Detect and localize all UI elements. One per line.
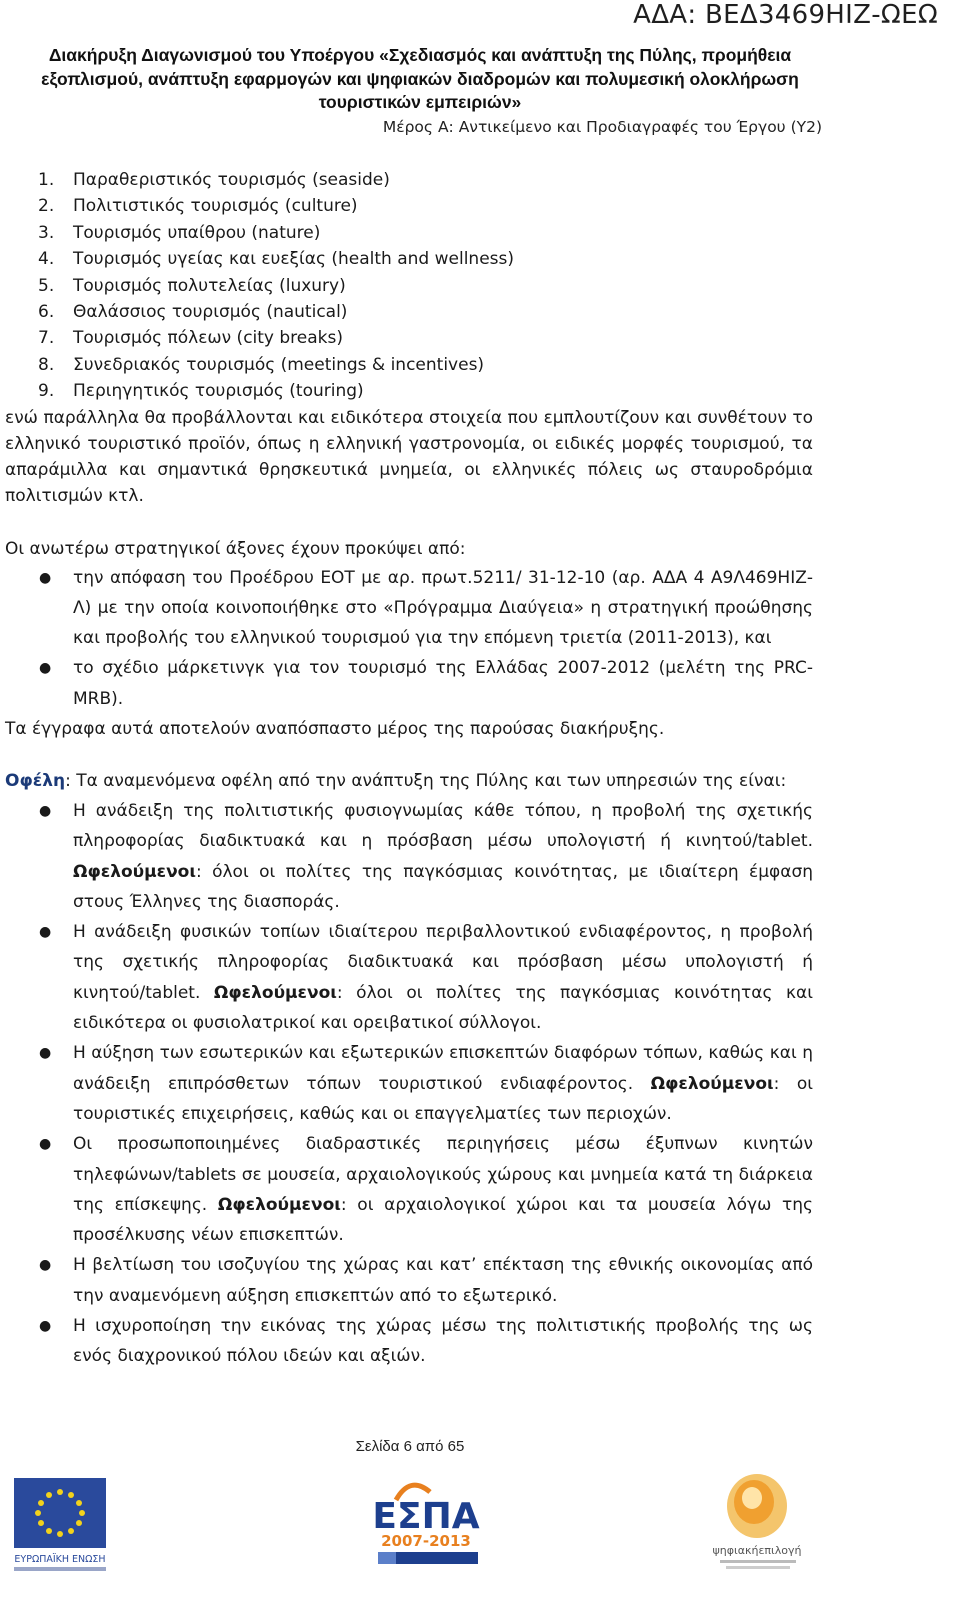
- list-item: [5, 1038, 813, 1129]
- benefits-intro-text: : Τα αναμενόμενα οφέλη από την ανάπτυξη της Πύλης και των υπηρεσιών της είναι:: [65, 771, 787, 791]
- title-line: τουριστικών εμπειριών»: [318, 92, 522, 112]
- beneficiaries-label: Ωφελούμενοι: [217, 1194, 341, 1215]
- list-number: 6.: [38, 301, 55, 322]
- list-text: Τουρισμός πόλεων (city breaks): [73, 328, 344, 349]
- list-item: [5, 352, 813, 378]
- title-line: εξοπλισμού, ανάπτυξη εφαρμογών και ψηφιακών διαδρομών και πολυμεσική ολοκλήρωση: [41, 68, 799, 89]
- list-number: 1.: [38, 170, 55, 190]
- list-item: [5, 1311, 813, 1372]
- benefit-text: Η ανάδειξη φυσικών τοπίων ιδιαίτερου περιβαλλοντικού ενδιαφέροντος, η προβολή της σχετικής πληροφορίας διαδικτυακά και πρόσβαση μέσω υπολογιστή ή κινητού/tablet.: [73, 922, 813, 1003]
- benefit-text: Η αύξηση των εσωτερικών και εξωτερικών επισκεπτών διαφόρων τόπων, καθώς και η ανάδειξη επιπρόσθετων τόπων τουριστικού ενδιαφέροντος.: [73, 1043, 813, 1094]
- list-number: 4.: [38, 249, 55, 270]
- list-text: Συνεδριακός τουρισμός (meetings & incentives): [73, 354, 485, 375]
- beneficiaries-text: : όλοι οι πολίτες της παγκόσμιας κοινότητας και ειδικότερα οι φυσιολατρικοί και ορειβατικοί σύλλογοι.: [73, 982, 813, 1034]
- list-number: 7.: [38, 328, 55, 349]
- digital-label: ψηφιακήεπιλογή: [712, 1544, 802, 1557]
- bullet-icon: ●: [39, 660, 52, 677]
- benefits-label: Οφέλη: [5, 771, 66, 791]
- eu-flag-logo: [14, 1478, 106, 1571]
- list-item: [5, 299, 813, 325]
- strategy-outro: Τα έγγραφα αυτά αποτελούν αναπόσπαστο μέρος της παρούσας διακήρυξης.: [5, 719, 665, 739]
- list-text: Πολιτιστικός τουρισμός (culture): [73, 196, 358, 217]
- footer-logos: [0, 1470, 960, 1603]
- list-text: Θαλάσσιος τουρισμός (nautical): [73, 301, 348, 322]
- benefit-text: Οι προσωποποιημένες διαδραστικές περιηγήσεις μέσω έξυπνων κινητών τηλεφώνων/tablets σε μουσεία, αρχαιολογικούς χώρους και μνημεία κατά τη διάρκεια της επίσκεψης.: [73, 1134, 813, 1215]
- bullet-icon: ●: [39, 1318, 52, 1335]
- list-item: [5, 246, 813, 272]
- bullet-icon: ●: [39, 924, 52, 941]
- beneficiaries-text: : οι αρχαιολογικοί χώροι και τα μουσεία λόγω της προσέλκυσης νέων επισκεπτών.: [73, 1194, 813, 1246]
- eu-label: ΕΥΡΩΠΑΪΚΗ ΕΝΩΣΗ: [14, 1554, 106, 1565]
- document-body: [5, 167, 813, 1372]
- espa-logo: [372, 1485, 479, 1564]
- beneficiaries-label: Ωφελούμενοι: [650, 1073, 774, 1094]
- list-number: 8.: [38, 354, 55, 375]
- list-text: το σχέδιο μάρκετινγκ για τον τουρισμό της Ελλάδας 2007-2012 (μελέτη της PRC-MRB).: [73, 658, 813, 709]
- title-line: Διακήρυξη Διαγωνισμού του Υποέργου «Σχεδιασμός και ανάπτυξη της Πύλης, προμήθεια: [48, 45, 792, 65]
- tourism-types-list: [5, 167, 813, 405]
- espa-label: ΕΣΠΑ: [372, 1496, 480, 1537]
- list-item: [5, 796, 813, 917]
- list-text: την απόφαση του Προέδρου ΕΟΤ με αρ. πρωτ.5211/ 31-12-10 (αρ. ΑΔΑ 4 Α9Λ469ΗΙΖ-Λ) με την οποία κοινοποιήθηκε στο «Πρόγραμμα Διαύγεια» η στρατηγική προώθησης και προβολής του ελληνικού τουρισμού για την επόμενη τριετία (2011-2013), και: [73, 567, 813, 649]
- bullet-icon: ●: [39, 803, 52, 819]
- list-text: Παραθεριστικός τουρισμός (seaside): [73, 170, 390, 190]
- beneficiaries-label: Ωφελούμενοι: [213, 982, 337, 1003]
- benefits-list: [5, 796, 813, 1372]
- list-item: [5, 378, 813, 404]
- list-number: 9.: [38, 381, 55, 402]
- document-title: [20, 44, 820, 115]
- list-text: Τουρισμός πολυτελείας (luxury): [73, 275, 346, 296]
- list-item: [5, 220, 813, 246]
- beneficiaries-text: : όλοι οι πολίτες της παγκόσμιας κοινότητας, με ιδιαίτερη έμφαση στους Έλληνες της διασποράς.: [73, 861, 813, 912]
- benefit-text: Η βελτίωση του ισοζυγίου της χώρας και κατ’ επέκταση της εθνικής οικονομίας από την αναμενόμενη αύξηση επισκεπτών από το εξωτερικό.: [73, 1255, 813, 1306]
- benefits-intro: [5, 766, 813, 796]
- benefit-text: Η ανάδειξη της πολιτιστικής φυσιογνωμίας κάθε τόπου, η προβολή της σχετικής πληροφορίας διαδικτυακά και η πρόσβαση μέσω υπολογιστή ή κινητού/tablet.: [73, 801, 813, 852]
- page-number: Σελίδα 6 από 65: [355, 1438, 465, 1455]
- list-item: [5, 653, 813, 714]
- list-number: 2.: [38, 196, 55, 217]
- benefit-text: Η ισχυροποίηση την εικόνας της χώρας μέσω της πολιτιστικής προβολής της ως ενός διαχρονικού πόλου ιδεών και αξιών.: [73, 1316, 813, 1367]
- list-text: Τουρισμός υπαίθρου (nature): [73, 222, 321, 243]
- list-number: 5.: [38, 275, 55, 296]
- bullet-icon: ●: [39, 1136, 52, 1153]
- list-item: [5, 193, 813, 219]
- list-item: [5, 917, 813, 1038]
- list-item: [5, 167, 813, 193]
- strategy-list: [5, 563, 813, 714]
- list-text: Περιηγητικός τουρισμός (touring): [73, 381, 364, 402]
- bullet-icon: ●: [39, 569, 52, 586]
- list-item: [5, 563, 813, 654]
- list-item: [5, 1129, 813, 1250]
- list-item: [5, 273, 813, 299]
- list-item: [5, 325, 813, 351]
- beneficiaries-text: : οι τουριστικές επιχειρήσεις, καθώς και οι επαγγελματίες των περιοχών.: [73, 1073, 813, 1124]
- list-number: 3.: [38, 222, 55, 243]
- list-item: [5, 1250, 813, 1311]
- products-paragraph: ενώ παράλληλα θα προβάλλονται και ειδικότερα στοιχεία που εμπλουτίζουν και συνθέτουν το ελληνικό τουριστικό προϊόν, όπως η ελληνική γαστρονομία, οι ειδικές μορφές τουρισμού, τα απαράμιλλα και σημαντικά θρησκευτικά μνημεία, οι ελληνικές πόλεις ως σταυροδρόμια πολιτισμών κτλ.: [5, 407, 813, 506]
- strategy-intro: Οι ανωτέρω στρατηγικοί άξονες έχουν προκύψει από:: [5, 538, 466, 559]
- document-part: Μέρος Α: Αντικείμενο και Προδιαγραφές του Έργου (Υ2): [382, 118, 822, 136]
- bullet-icon: ●: [39, 1257, 52, 1274]
- list-text: Τουρισμός υγείας και ευεξίας (health and wellness): [73, 249, 515, 270]
- digital-choice-logo: [713, 1474, 802, 1569]
- ada-code: ΑΔΑ: ΒΕΔ3469ΗΙΖ-ΩΕΩ: [633, 0, 938, 30]
- bullet-icon: ●: [39, 1045, 52, 1062]
- beneficiaries-label: Ωφελούμενοι: [73, 861, 196, 882]
- espa-years: 2007-2013: [381, 1532, 471, 1550]
